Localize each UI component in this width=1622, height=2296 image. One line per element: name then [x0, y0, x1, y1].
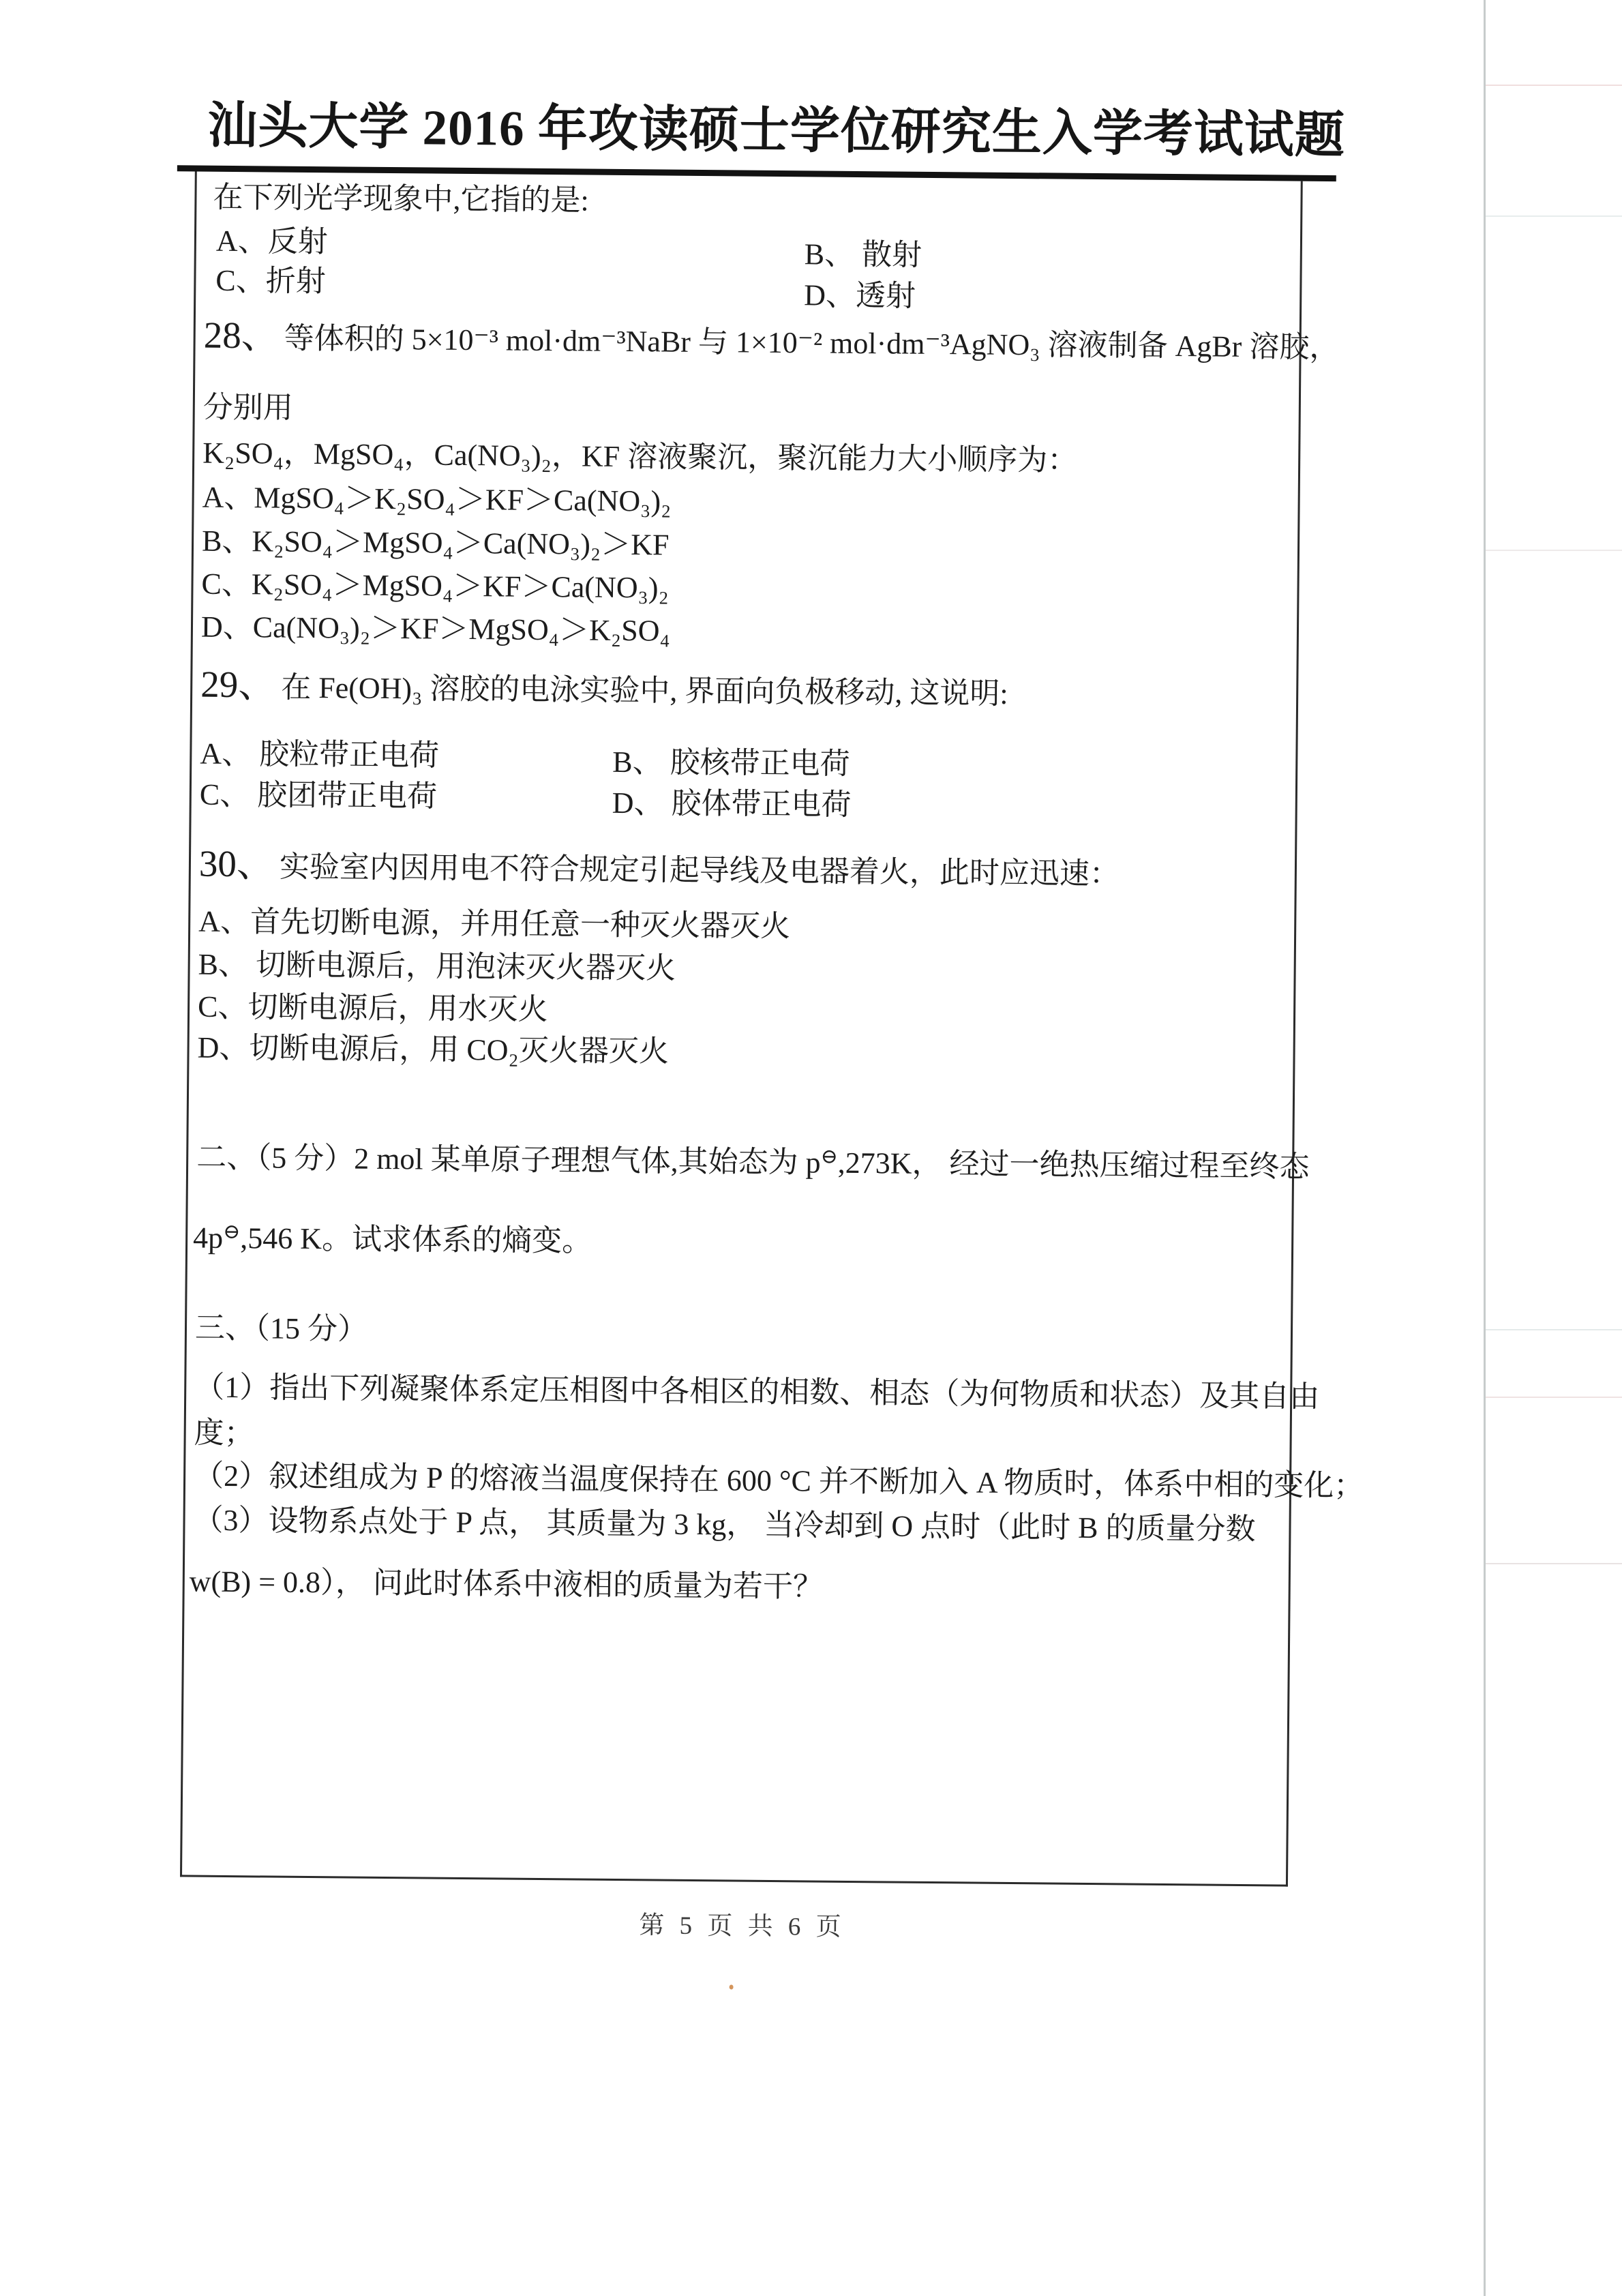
- footer-page-indicator: 第 5 页 共 6 页: [639, 1911, 843, 1941]
- q29-option-d: D、 胶体带正电荷: [612, 786, 852, 822]
- q28-option-a: A、MgSO₄＞K₂SO₄＞KF＞Ca(NO₃)₂: [202, 480, 672, 518]
- scan-artifact-line: [1486, 85, 1622, 86]
- scanner-edge-line: [1484, 0, 1486, 2296]
- q29-stem: 在 Fe(OH)₃ 溶胶的电泳实验中, 界面向负极移动, 这说明:: [281, 670, 1008, 711]
- q29-option-b: B、 胶核带正电荷: [612, 745, 850, 781]
- q27-option-c: C、折射: [215, 263, 326, 299]
- section3-item1-line1: （1）指出下列凝聚体系定压相图中各相区的相数、相态（为何物质和状态）及其自由: [194, 1370, 1320, 1414]
- section2-line1-post: ,273K， 经过一绝热压缩过程至终态: [837, 1146, 1310, 1184]
- section3-item3-line2: w(B) = 0.8）， 问此时体系中液相的质量为若干？: [189, 1564, 824, 1604]
- section2-line2: [193, 1219, 592, 1260]
- q28-option-d: D、Ca(NO₃)₂＞KF＞MgSO₄＞K₂SO₄: [200, 610, 671, 648]
- q29-option-a: A、 胶粒带正电荷: [200, 736, 440, 773]
- section2-line2-post: ,546 K。试求体系的熵变。: [240, 1221, 592, 1258]
- q30-option-b: B、 切断电源后，用泡沫灭火器灭火: [198, 947, 676, 985]
- section2-line2-pre: 4p: [192, 1221, 224, 1255]
- q27-stem: 在下列光学现象中,它指的是:: [213, 180, 589, 218]
- q27-option-d: D、透射: [804, 278, 916, 313]
- q28-stem-line: [203, 312, 1339, 369]
- q28-option-c: C、K₂SO₄＞MgSO₄＞KF＞Ca(NO₃)₂: [201, 567, 670, 605]
- q30-option-a: A、首先切断电源，并用任意一种灭火器灭火: [198, 904, 791, 944]
- q30-stem: 实验室内因用电不符合规定引起导线及电器着火，此时应迅速：: [279, 850, 1120, 891]
- q29-stem-line: [200, 661, 1008, 715]
- question-box: [180, 172, 1364, 1887]
- scan-artifact-line: [1486, 1329, 1622, 1330]
- scan-artifact-line: [1486, 1397, 1622, 1398]
- section2-line1: [196, 1139, 1310, 1186]
- standard-state-symbol: ⊖: [820, 1145, 838, 1168]
- scan-artifact-line: [1486, 550, 1622, 551]
- q28-number: 28、: [203, 314, 280, 357]
- section3-item1-line2: 度；: [194, 1416, 254, 1450]
- q27-option-a: A、反射: [215, 224, 328, 259]
- q30-number: 30、: [198, 842, 275, 885]
- q29-number: 29、: [200, 663, 276, 706]
- q30-option-d: D、切断电源后，用 CO₂灭火器灭火: [197, 1030, 670, 1069]
- q28-stem-line3: K₂SO₄，MgSO₄，Ca(NO₃)₂，KF 溶液聚沉，聚沉能力大小顺序为：: [202, 436, 1078, 477]
- q28-option-b: B、K₂SO₄＞MgSO₄＞Ca(NO₃)₂＞KF: [201, 524, 670, 562]
- ink-speck: [730, 1984, 734, 1989]
- scan-artifact-line: [1486, 215, 1622, 217]
- q30-option-c: C、切断电源后，用水灭火: [197, 989, 548, 1027]
- section3-heading: 三、（15 分）: [194, 1311, 368, 1346]
- scan-artifact-line: [1486, 1563, 1622, 1564]
- q28-stem: 等体积的 5×10⁻³ mol·dm⁻³NaBr 与 1×10⁻² mol·dm⁻³AgNO₃ 溶液制备 AgBr 溶胶，: [284, 321, 1340, 365]
- exam-title: 汕头大学 2016 年攻读硕士学位研究生入学考试试题: [207, 98, 1346, 164]
- section3-item3-line1: （3）设物系点处于 P 点， 其质量为 3 kg， 当冷却到 O 点时（此时 B 的质量分数: [193, 1503, 1256, 1547]
- q28-stem-line2: 分别用: [202, 390, 294, 425]
- section2-line1-pre: 二、（5 分）2 mol 某单原子理想气体,其始态为 p: [196, 1140, 821, 1180]
- q27-option-b: B、 散射: [804, 237, 922, 272]
- q30-stem-line: [199, 841, 1120, 896]
- q29-option-c: C、 胶团带正电荷: [199, 777, 438, 814]
- standard-state-symbol: ⊖: [223, 1220, 241, 1244]
- section3-item2: （2）叙述组成为 P 的熔液当温度保持在 600 °C 并不断加入 A 物质时，体系中相的变化；: [193, 1459, 1364, 1503]
